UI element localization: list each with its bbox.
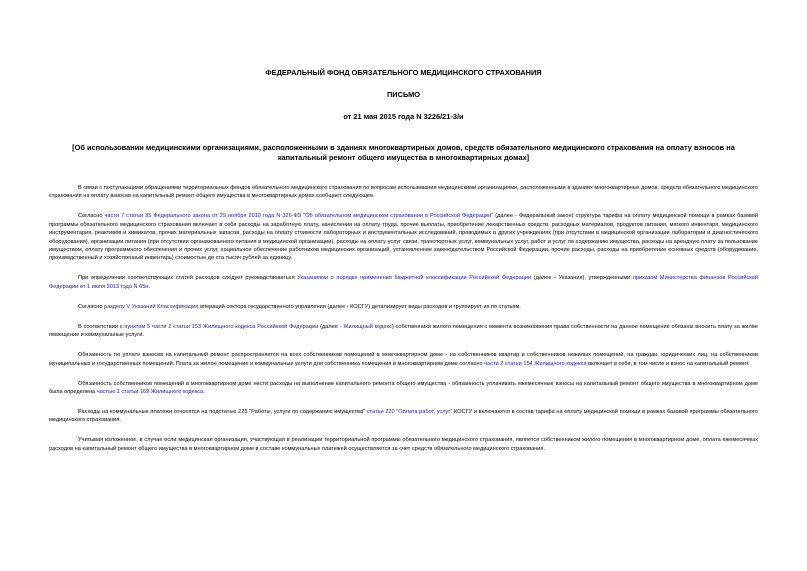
paragraph-2	[49, 212, 758, 262]
paragraph-text: Учитывая изложенное, в случае если медицинская организация, участвующая в реализации территориальной программы обязательного медицинского страхования, является собственником жилого помещения в многоквартирном доме, оплата ежемесячных расходов на капитальный ремонт общего имущества в многоквартирном доме в составе коммунальных платежей осуществляется за счет средств обязательного медицинского страхования.	[49, 437, 758, 452]
document-type: ПИСЬМО	[387, 90, 420, 99]
article-220-link[interactable]: статьи 220 "Оплата работ, услуг"	[366, 409, 453, 416]
paragraph-3	[49, 274, 758, 291]
paragraph-text: Согласно	[78, 303, 104, 310]
paragraph-1	[49, 184, 758, 201]
paragraph-5	[49, 323, 758, 340]
paragraph-text: Согласно	[78, 213, 105, 220]
issuer-name: ФЕДЕРАЛЬНЫЙ ФОНД ОБЯЗАТЕЛЬНОГО МЕДИЦИНСКОГО СТРАХОВАНИЯ	[265, 68, 542, 77]
paragraph-text: операций сектора государственного управления (далее - КОСГУ) детализирует виды расходов и группирует их по статьям.	[198, 303, 521, 310]
paragraph-text: .	[148, 283, 150, 290]
paragraph-text: КОСГУ и включаются в состав тарифа на оплату медицинской помощи в рамках базовой программы обязательного медицинского страхования.	[49, 409, 758, 424]
paragraph-text: В связи с поступающими обращениями территориальных фондов обязательного медицинского страхования по вопросам использования медицинскими организациями, расположенными в зданиях многоквартирных домов, средств обязательного медицинского страхования на оплату взносов на капитальный ремонт общего имущества в многоквартирных домах сообщает следующее.	[49, 185, 758, 200]
paragraph-text: В соответствии с	[78, 323, 125, 330]
paragraph-text: Обязанность собственников помещений в многоквартирном доме нести расходы на выполнение капитального ремонта общего имущества - обязанность уплачивать ежемесячные взносы на капитальный ремонт общего имущества в многоквартирном доме была определена	[49, 380, 758, 396]
document-title: [Об использовании медицинскими организациями, расположенными в зданиях многоквартирных домов, средств обязательного медицинского страхования на оплату взносов на капитальный ремонт общего имущества в многоквартирных домах]	[72, 143, 735, 162]
law-326fz-link[interactable]: части 7 статьи 35 Федерального закона от 29 ноября 2010 года N 326-ФЗ "Об обязательном медицинском страховании в Российской Федерации"	[104, 213, 494, 220]
minfin-order-65n-link[interactable]: приказом Министерства финансов Российской Федерации от 1 июля 2013 года N 65н	[49, 275, 759, 290]
paragraph-text: При определении соответствующих статей расходов следует руководствоваться	[78, 275, 298, 282]
paragraph-6	[49, 351, 758, 368]
paragraph-text: ) собственники жилого помещения с момента возникновения права собственности на данное помещение обязаны вносить плату за жилое помещение и коммунальные услуги.	[49, 323, 759, 339]
housing-code-art154-link[interactable]: части 2 статьи 154 Жилищного кодекса	[484, 360, 587, 367]
paragraph-text: (далее - Указания), утвержденными	[531, 275, 633, 282]
budget-classification-link[interactable]: Указаниями о порядке применения бюджетной классификации Российской Федерации	[297, 275, 532, 282]
paragraph-text: Обязанность по уплате взносов на капитальный ремонт распространяется на всех собственников помещений в многоквартирном доме - на собственников квартир и собственников нежилых помещений, на граждан, юридических лиц, на собственников муниципальных и государственных помещений. Плата за жилое помещение и коммунальные услуги для собственника помещения в многоквартирном доме согласно	[49, 352, 758, 367]
housing-code-art169-link[interactable]: частью 1 статьи 169 Жилищного кодекса	[96, 389, 204, 396]
paragraph-7	[49, 380, 758, 397]
paragraph-4	[49, 303, 758, 311]
paragraph-text: включает в себя, в том числе и взнос на капитальный ремонт.	[586, 360, 750, 367]
section-v-link[interactable]: разделу V Указаний Классификация	[104, 303, 199, 310]
housing-code-link[interactable]: Жилищный кодекс	[343, 323, 392, 330]
paragraph-text: (далее -	[318, 323, 344, 330]
paragraph-text: (далее - Федеральный закон) структура тарифа на оплату медицинской помощи в рамках базовой программы обязательного медицинского страхования включает в себя расходы на заработную плату, начисления на оплату труда, прочие выплаты, приобретение лекарственных средств, расходных материалов, продуктов питания, мягкого инвентаря, медицинского инструментария, реактивов и химикатов, прочих материальных запасов, расходы на оплату стоимости лабораторных и инструментальных исследований, проводимых в других учреждениях (при отсутствии в медицинской организации лаборатории и диагностического оборудования), организации питания (при отсутствии организованного питания в медицинской организации), расходы на оплату услуг связи, транспортных услуг, коммунальных услуг, работ и услуг по содержанию имущества, расходы на арендную плату за пользование имуществом, оплату программного обеспечения и прочих услуг, социальное обеспечение работников медицинских организаций, установленное законодательством Российской Федерации, прочие расходы, расходы на приобретение основных средств (оборудование, производственный и хозяйственный инвентарь) стоимостью до ста тысяч рублей за единицу.	[49, 213, 759, 262]
paragraph-8	[49, 408, 758, 425]
paragraph-text: .	[203, 389, 205, 396]
paragraph-9	[49, 436, 758, 453]
document-date-number: от 21 мая 2015 года N 3226/21-3/и	[343, 112, 464, 121]
paragraph-text: Расходы на коммунальные платежи относятся на подстатью 225 "Работы, услуги по содержанию имущества"	[78, 409, 367, 416]
document-body	[49, 184, 758, 465]
housing-code-art153-link[interactable]: пунктом 5 части 2 статьи 153 Жилищного кодекса Российской Федерации	[124, 323, 319, 330]
